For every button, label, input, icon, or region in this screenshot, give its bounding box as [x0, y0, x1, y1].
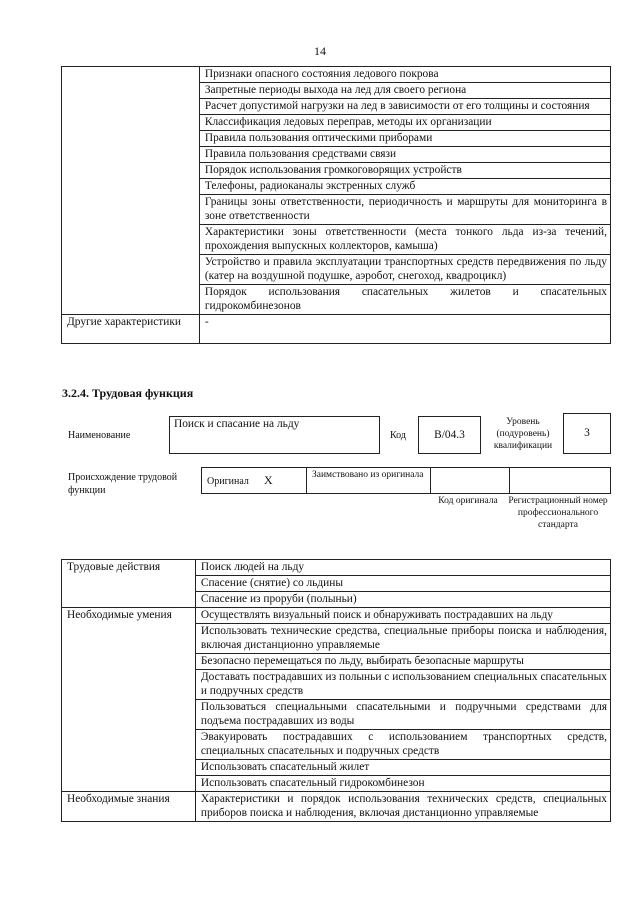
code-value: B/04.3 [418, 416, 481, 454]
original-label: Оригинал [207, 476, 249, 487]
skills-label: Необходимые умения [62, 608, 196, 792]
name-label: Наименование [68, 430, 131, 441]
list-item: Порядок использования спасательных жилетов и спасательных гидрокомбинезонов [199, 285, 610, 315]
list-item: Использовать спасательный гидрокомбинезон [195, 776, 610, 792]
list-item: Доставать пострадавших из полыньи с использованием специальных спасательных и подручных средств [195, 670, 610, 700]
level-value: 3 [563, 413, 611, 454]
reg-number: Регистрационный номер профессионального стандарта [508, 496, 608, 530]
row-label-cell [62, 67, 200, 315]
list-item: Безопасно перемещаться по льду, выбирать безопасные маршруты [195, 654, 610, 670]
list-item: Характеристики зоны ответственности (места тонкого льда из-за течений, прохождения выпускных коллекторов, камыша) [199, 225, 610, 255]
table-row [62, 608, 611, 624]
origin-label: Происхождение трудовой функции [68, 472, 178, 496]
actions-label: Трудовые действия [62, 560, 196, 608]
table-row [62, 560, 611, 576]
list-item: Признаки опасного состояния ледового покрова [199, 67, 610, 83]
list-item: Правила пользования оптическими приборами [199, 131, 610, 147]
original-mark: X [264, 473, 273, 487]
list-item: Характеристики и порядок использования технических средств, специальных приборов поиска и наблюдения, включая дистанционно управляемые [195, 792, 610, 822]
knowledge-continuation-table [61, 66, 611, 344]
list-item: Запретные периоды выхода на лед для своего региона [199, 83, 610, 99]
list-item: Устройство и правила эксплуатации транспортных средств передвижения по льду (катер на воздушной подушке, аэробот, снегоход, квадроцикл) [199, 255, 610, 285]
table-row [62, 792, 611, 822]
list-item: Спасение из проруби (полыньи) [195, 592, 610, 608]
knowledge-label: Необходимые знания [62, 792, 196, 822]
level-label: Уровень (подуровень) квалификации [493, 417, 553, 451]
borrowed-label: Заимствовано из оригинала [312, 470, 424, 480]
other-value: - [199, 315, 610, 344]
name-value-box [169, 416, 380, 454]
list-item: Телефоны, радиоканалы экстренных служб [199, 179, 610, 195]
list-item: Использовать технические средства, специальные приборы поиска и наблюдения, включая дистанционно управляемые [195, 624, 610, 654]
list-item: Границы зоны ответственности, периодичность и маршруты для мониторинга в зоне ответственности [199, 195, 610, 225]
list-item: Поиск людей на льду [195, 560, 610, 576]
section-title: 3.2.4. Трудовая функция [62, 386, 194, 400]
list-item: Классификация ледовых переправ, методы их организации [199, 115, 610, 131]
origin-box [201, 467, 611, 494]
code-label: Код [390, 430, 406, 441]
name-value: Поиск и спасание на льду [174, 418, 300, 430]
list-item: Правила пользования средствами связи [199, 147, 610, 163]
page-number: 14 [314, 44, 326, 58]
list-item: Эвакуировать пострадавших с использованием транспортных средств, специальных спасательных и подручных средств [195, 730, 610, 760]
labor-function-table [61, 559, 611, 822]
list-item: Порядок использования громкоговорящих устройств [199, 163, 610, 179]
list-item: Пользоваться специальными спасательными и подручными средствами для подъема пострадавших из воды [195, 700, 610, 730]
other-label: Другие характеристики [62, 315, 200, 344]
list-item: Использовать спасательный жилет [195, 760, 610, 776]
list-item: Спасение (снятие) со льдины [195, 576, 610, 592]
list-item: Расчет допустимой нагрузки на лед в зависимости от его толщины и состояния [199, 99, 610, 115]
code-of-original: Код оригинала [438, 496, 498, 506]
table-row [62, 67, 611, 83]
list-item: Осуществлять визуальный поиск и обнаруживать пострадавших на льду [195, 608, 610, 624]
table-row [62, 315, 611, 344]
